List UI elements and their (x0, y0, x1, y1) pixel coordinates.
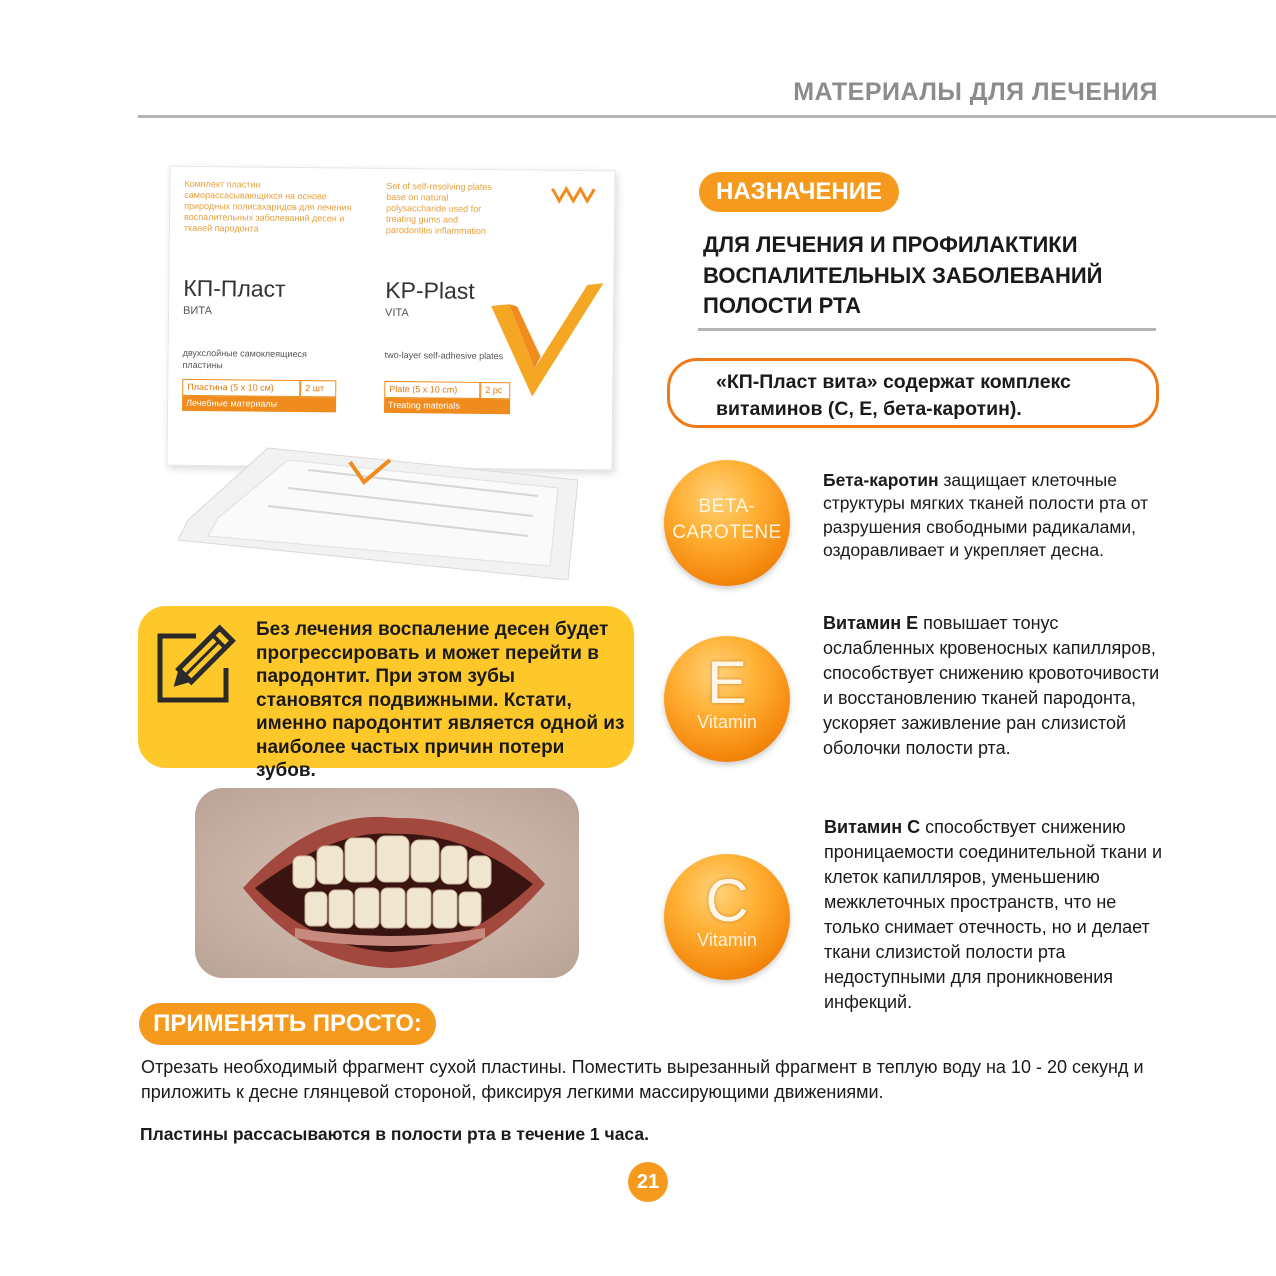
vitamins-highlight-text: «КП-Пласт вита» содержат комплекс витаминов (С, Е, бета-каротин). (716, 371, 1071, 420)
package-ru-qty: 2 шт (300, 380, 336, 397)
vitamin-c-term: Витамин С (824, 817, 921, 837)
apply-note: Пластины рассасываются в полости рта в течение 1 часа. (140, 1124, 649, 1144)
apply-heading: ПРИМЕНЯТЬ ПРОСТО: (139, 1003, 436, 1045)
beta-carotene-badge (664, 460, 790, 586)
vitamin-c-badge (664, 854, 790, 980)
brand-logo-icon (550, 185, 596, 205)
vitamin-c-word: Vitamin (697, 930, 757, 950)
callout-text: Без лечения воспаление десен будет прогрессировать и может перейти в пародонтит. При этом зубы становятся подвижными. Кстати, именно пародонтит является одной из наиболее частых причин потери зубов. (256, 619, 625, 781)
gums-teeth-photo (195, 788, 579, 978)
product-package-image (166, 166, 615, 471)
apply-instructions: Отрезать необходимый фрагмент сухой пластины. Поместить вырезанный фрагмент в теплую воду на 10 - 20 секунд и приложить к десне глянцевой стороной, фиксируя легкими массирующими движениями. (141, 1057, 1144, 1102)
vitamin-e-text: повышает тонус ослабленных кровеносных капилляров, способствует снижению кровоточивости и восстановлению тканей пародонта, ускоряет заживление ран слизистой оболочки полости рта. (823, 613, 1160, 758)
section-title: МАТЕРИАЛЫ ДЛЯ ЛЕЧЕНИЯ (793, 78, 1158, 106)
package-en-desc: two-layer self-adhesive plates (384, 349, 504, 362)
pencil-note-icon (152, 618, 238, 708)
package-ru-sub: ВИТА (183, 304, 213, 318)
purpose-text: ДЛЯ ЛЕЧЕНИЯ И ПРОФИЛАКТИКИ ВОСПАЛИТЕЛЬНЫХ ЗАБОЛЕВАНИЙ ПОЛОСТИ РТА (703, 232, 1103, 318)
vitamin-c-letter: C (705, 867, 749, 934)
package-ru-size: Пластина (5 x 10 см) (182, 379, 300, 397)
vitamin-e-term: Витамин Е (823, 613, 919, 633)
vitamin-e-badge (664, 636, 790, 762)
package-ru-brand: КП-Пласт (183, 274, 286, 302)
package-en-size: Plate (5 x 10 cm) (384, 381, 480, 399)
package-en-sub: VITA (384, 306, 409, 320)
vitamin-e-word: Vitamin (697, 712, 757, 732)
package-en-small-text: Set of self-resolving plates base on natural polysaccharide used for treating gums and parodontitis inflammation (385, 180, 492, 236)
beta-badge-line1: BETA- (698, 496, 756, 517)
page-number: 21 (628, 1162, 668, 1202)
purpose-heading: НАЗНАЧЕНИЕ (699, 172, 899, 212)
warning-callout (138, 606, 634, 781)
beta-carotene-term: Бета-каротин (823, 470, 939, 490)
top-divider (138, 115, 1276, 118)
vitamin-e-description (823, 611, 1168, 761)
beta-carotene-description (823, 469, 1163, 562)
package-en-brand: KP-Plast (385, 276, 475, 304)
package-en-qty: 2 pc (480, 382, 510, 399)
package-en-category: Treating materials (384, 398, 510, 414)
plates-sachet-image (178, 440, 588, 580)
package-ru-category: Лечебные материалы (182, 396, 336, 413)
beta-badge-line2: CAROTENE (672, 522, 782, 543)
beta-carotene-text: защищает клеточные структуры мягких тканей полости рта от разрушения свободными радикалами, оздоравливает и укрепляет десна. (823, 470, 1149, 560)
vitamin-c-description (824, 815, 1169, 1015)
purpose-divider (698, 328, 1156, 331)
package-ru-small-text: Комплект пластин саморассасывающихся на основе природных полисахаридов для лечения воспалительных заболеваний десен и тканей пародонта (183, 178, 352, 234)
package-ru-desc: двухслойные самоклеящиеся пластины (182, 347, 307, 371)
vitamin-c-text: способствует снижению проницаемости соединительной ткани и клеток капилляров, уменьшению межклеточных пространств, что не только снимает отечность, но и делает ткани слизистой полости рта недоступными для проникновения инфекций. (824, 817, 1163, 1012)
vitamin-e-letter: E (706, 649, 748, 716)
vitamins-highlight-box (667, 358, 1159, 428)
